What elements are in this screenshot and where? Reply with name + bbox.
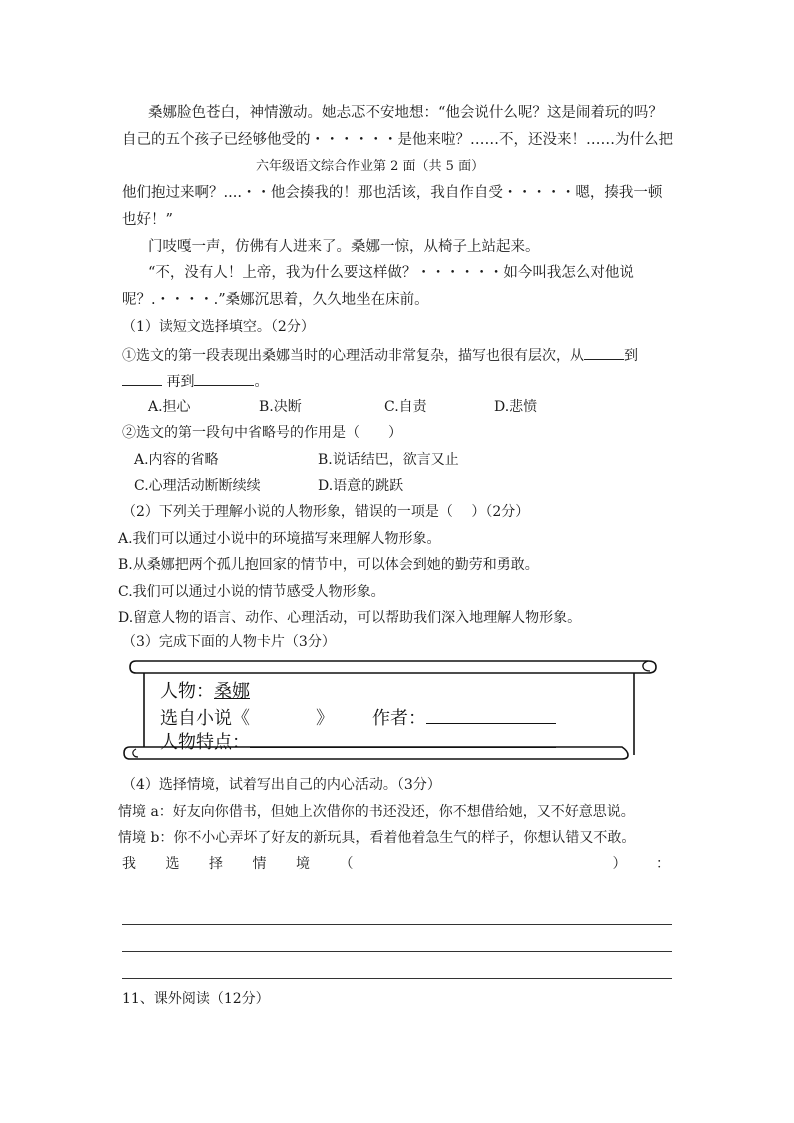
passage-line: 也好！”	[122, 212, 173, 228]
page-header: 六年级语文综合作业第 2 面（共 5 面）	[256, 159, 485, 174]
q4-situation-b: 情境 b：你不小心弄坏了好友的新玩具，看着他着急生气的样子，你想认错又不敢。	[118, 830, 636, 846]
q1-sub1-cont	[122, 371, 268, 391]
card-author-label: 作者：	[372, 708, 426, 729]
q1-sub1-to: 到	[624, 348, 638, 364]
character-card	[122, 655, 662, 765]
answer-line[interactable]	[122, 978, 672, 979]
choose-char: 情	[252, 856, 267, 872]
q1-sub1	[122, 345, 638, 365]
q1-option-a: A.担心	[148, 399, 191, 415]
card-author-blank[interactable]	[426, 705, 556, 724]
q2-option-d: D.留意人物的语言、动作、心理活动，可以帮助我们深入地理解人物形象。	[118, 610, 582, 626]
q1-title: （1）读短文选择填空。（2分）	[122, 319, 315, 335]
choose-char: 境	[296, 856, 310, 872]
choose-char: ：	[656, 856, 670, 872]
card-person-label: 人物：	[160, 681, 214, 702]
answer-blank[interactable]	[122, 371, 162, 386]
q1-sub1-text: ①选文的第一段表现出桑娜当时的心理活动非常复杂，描写也很有层次，从	[122, 348, 584, 364]
q1-sub1-end: 。	[254, 374, 269, 390]
answer-blank[interactable]	[194, 371, 254, 386]
q11-title: 11、课外阅读（12分）	[122, 991, 270, 1007]
choose-char: 择	[209, 856, 223, 872]
passage-line: 自己的五个孩子已经够他受的・・・・・・是他来啦？……不，还没来！……为什么把	[122, 132, 673, 148]
card-person	[160, 681, 250, 703]
q1-sub2-option-a: A.内容的省略	[134, 452, 219, 468]
q3-title: （3）完成下面的人物卡片（3分）	[122, 634, 336, 650]
situation-blank[interactable]	[383, 855, 583, 873]
q4-title: （4）选择情境，试着写出自己的内心活动。（3分）	[122, 777, 441, 793]
q2-option-b: B.从桑娜把两个孤儿抱回家的情节中，可以体会到她的勤劳和勇敢。	[118, 557, 539, 573]
q1-option-b: B.决断	[259, 399, 302, 415]
card-trait-blank[interactable]	[250, 729, 556, 748]
q1-option-d: D.悲愤	[494, 399, 538, 415]
q2-option-c: C.我们可以通过小说的情节感受人物形象。	[118, 584, 385, 600]
q1-sub2-option-d: D.语意的跳跃	[318, 478, 404, 494]
q4-choose-line	[122, 855, 670, 873]
answer-line[interactable]	[122, 924, 672, 925]
q2-title: （2）下列关于理解小说的人物形象，错误的一项是（ ）（2分）	[122, 504, 530, 520]
card-source	[160, 705, 556, 730]
passage-line: 门吱嘎一声，仿佛有人进来了。桑娜一惊，从椅子上站起来。	[148, 239, 540, 255]
card-trait-label: 人物特点：	[160, 732, 250, 753]
passage-line: 他们抱过来啊？....・・他会揍我的！那也活该，我自作自受・・・・・嗯，揍我一顿	[122, 185, 663, 201]
passage-line: “不，没有人！上帝，我为什么要这样做？・・・・・・如今叫我怎么对他说	[148, 265, 634, 281]
q2-option-a: A.我们可以通过小说中的环境描写来理解人物形象。	[118, 531, 441, 547]
choose-char: 选	[165, 856, 180, 872]
choose-char: （	[339, 856, 354, 872]
q1-option-c: C.自责	[384, 399, 427, 415]
choose-char: ）	[612, 856, 627, 872]
answer-blank[interactable]	[584, 345, 624, 360]
card-source-close: 》	[316, 708, 334, 729]
card-source-label: 选自小说《	[160, 708, 250, 729]
answer-line[interactable]	[122, 951, 672, 952]
q1-sub1-then: 再到	[166, 374, 195, 390]
q1-sub2-option-b: B.说话结巴，欲言又止	[318, 452, 459, 468]
card-trait	[160, 729, 556, 754]
q4-situation-a: 情境 a：好友向你借书，但她上次借你的书还没还，你不想借给她，又不好意思说。	[118, 804, 635, 820]
card-person-name: 桑娜	[214, 681, 250, 702]
passage-line: 呢？.・・・・.”桑娜沉思着，久久地坐在床前。	[122, 292, 429, 308]
q1-sub2: ②选文的第一段句中省略号的作用是（ ）	[122, 425, 402, 441]
q1-sub2-option-c: C.心理活动断断续续	[134, 478, 261, 494]
choose-char: 我	[122, 856, 136, 872]
passage-line: 桑娜脸色苍白，神情激动。她忐忑不安地想：“他会说什么呢？这是闹着玩的吗？	[148, 105, 663, 121]
